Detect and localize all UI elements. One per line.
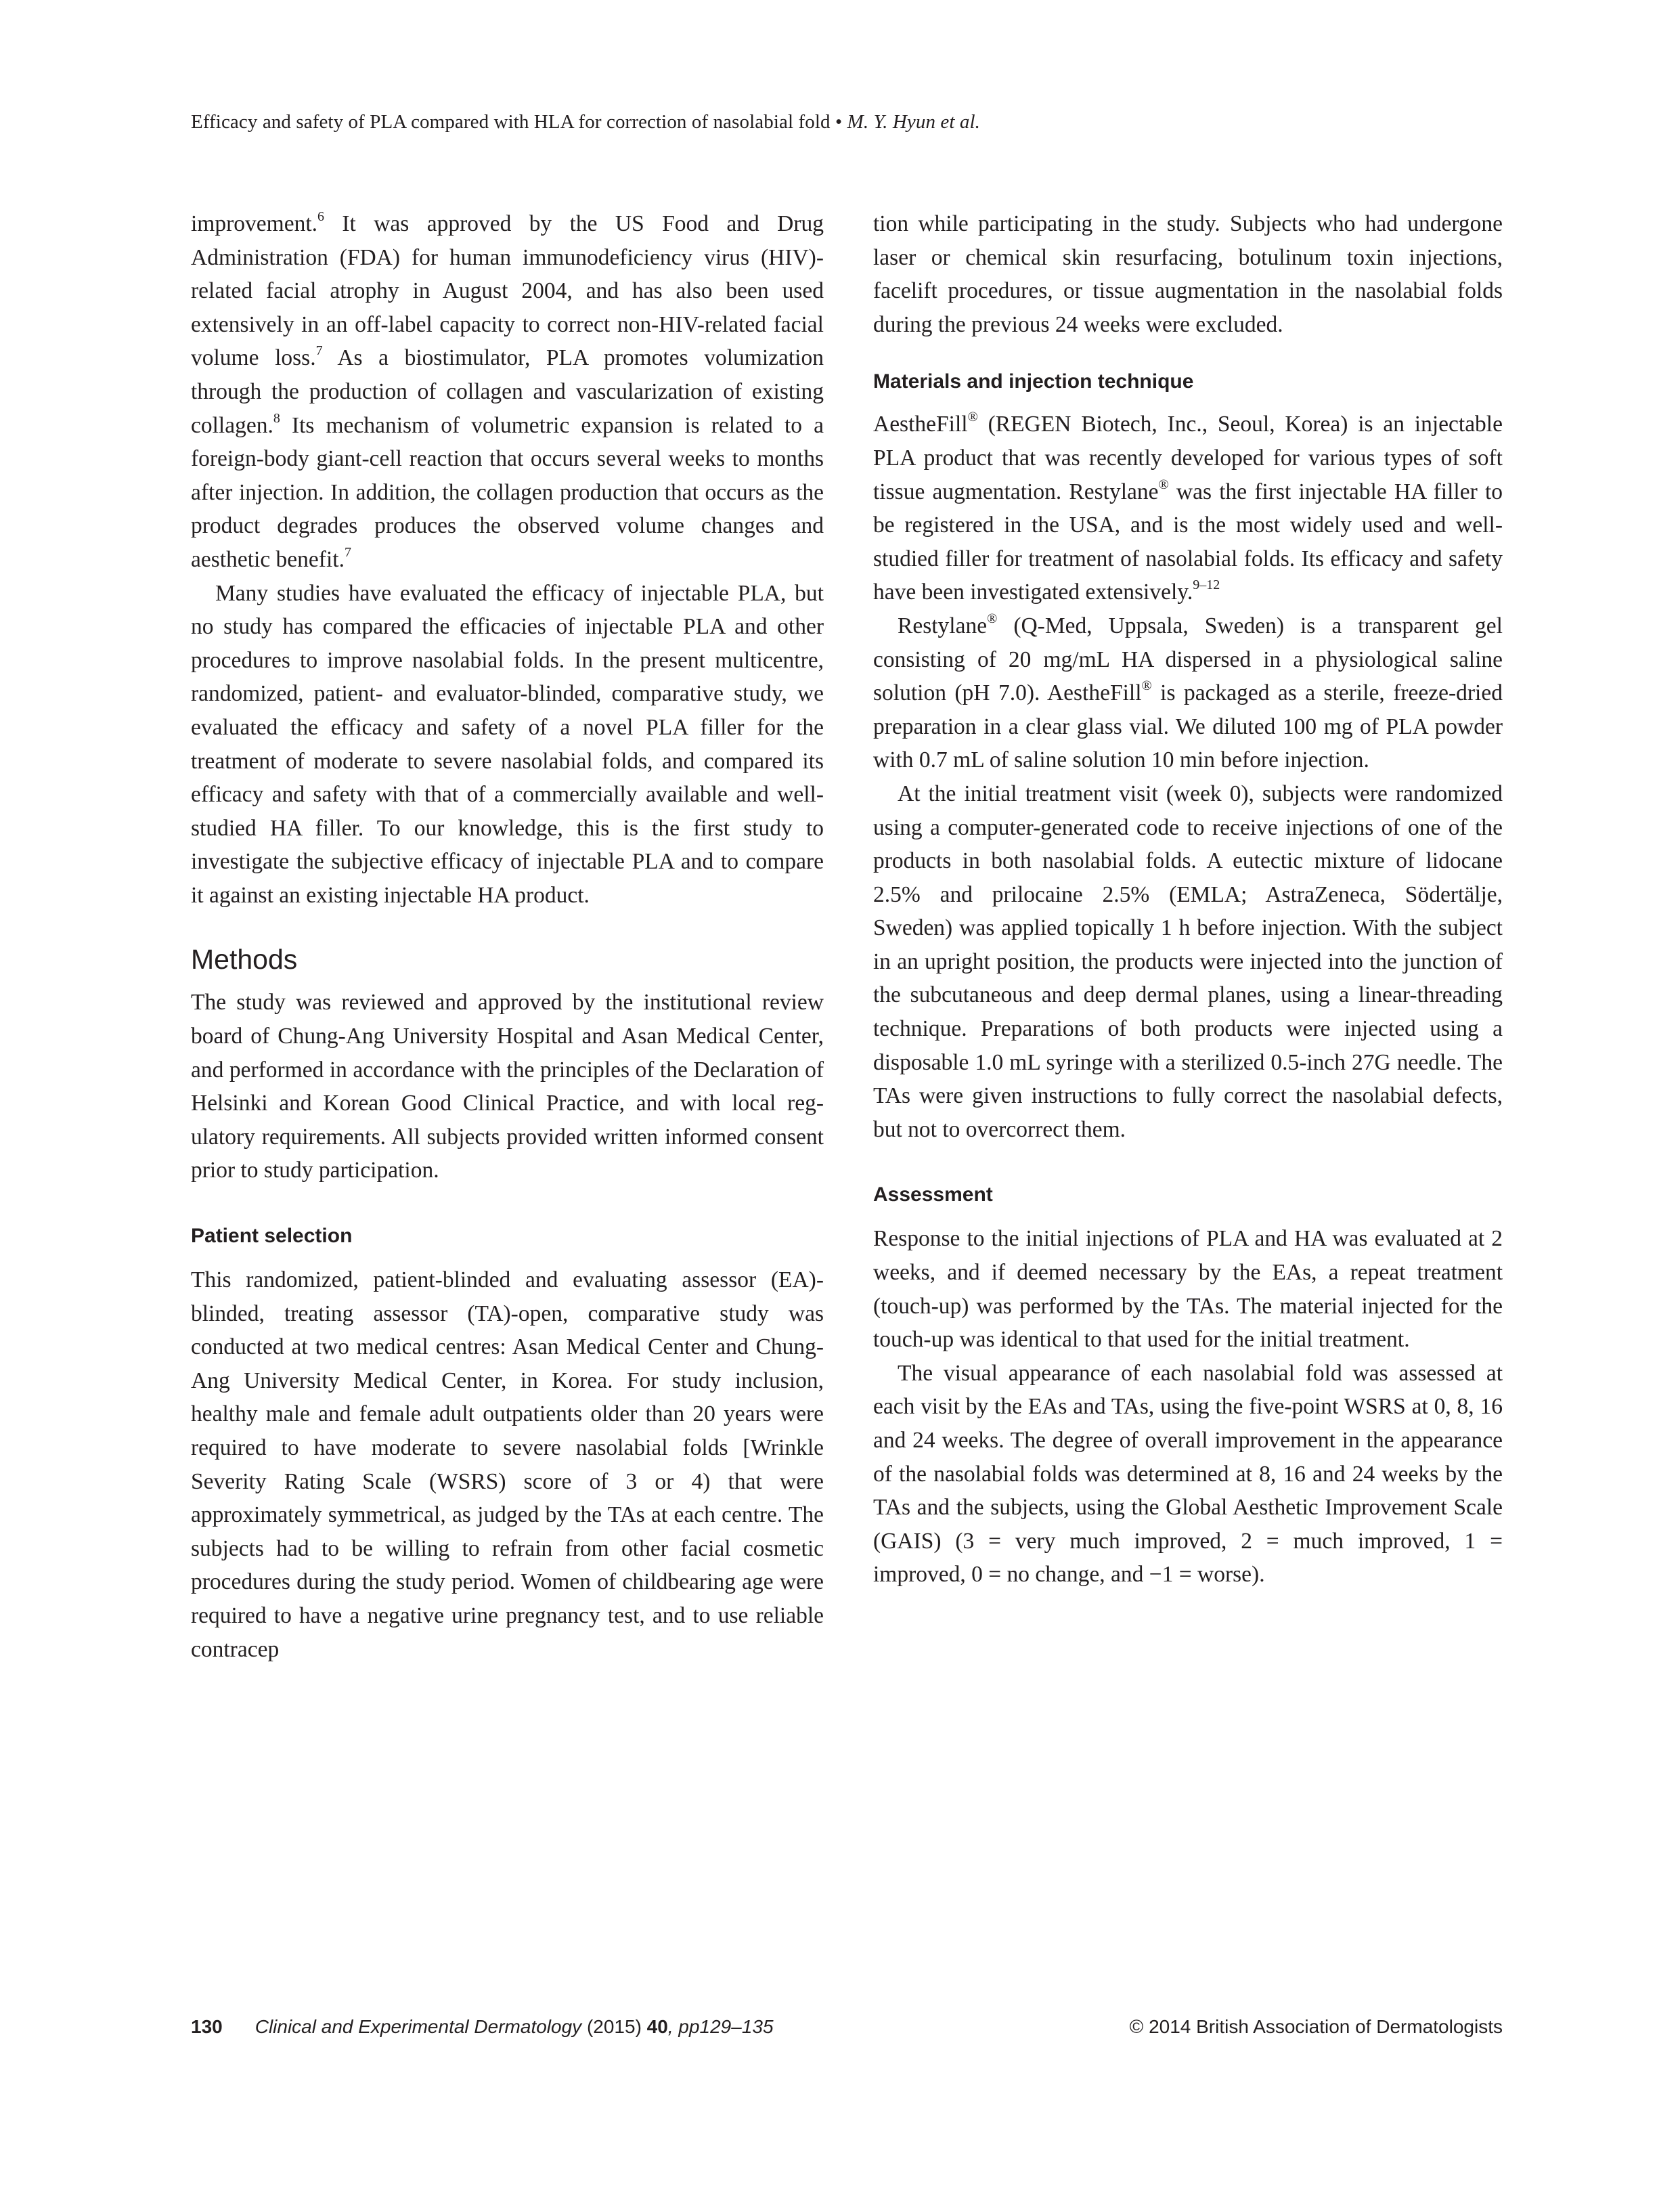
patient-selection-heading: Patient selection	[191, 1225, 353, 1248]
citation-8[interactable]: 8	[273, 410, 280, 426]
running-head-bullet: •	[835, 111, 843, 133]
citation-7[interactable]: 7	[315, 343, 323, 359]
citation-6[interactable]: 6	[317, 209, 324, 224]
running-head	[191, 111, 980, 133]
assessment-heading: Assessment	[873, 1183, 993, 1206]
page-number: 130	[191, 2016, 223, 2037]
materials-paragraph-1: AestheFill® (REGEN Biotech, Inc., Seoul, Korea) is an injectable PLA product that was recently developed for various types of soft tissue augmentation. Restylane® was the first injectable HA filler to be registered in the USA, and is the most widely used and well-studied filler for treatment of nasolabial folds. Its efficacy and safety have been investigated extensively.$^{9-12}$	[873, 410, 1503, 605]
patient-selection-paragraph-continued: tion while participating in the study. Subjects who had undergone laser or chemical skin resurfacing, botulinum toxin injections, facelift procedures, or tissue augmentation in the nasolabial folds during the previous 24 weeks were excluded.	[873, 211, 1503, 337]
journal-name: Clinical and Experimental Dermatology	[255, 2016, 582, 2037]
materials-heading: Materials and injection technique	[873, 370, 1194, 393]
assessment-paragraph-2: The visual appearance of each nasolabial fold was assessed at each visit by the EAs and TAs, using the five-point WSRS at 0, 8, 16 and 24 weeks. The degree of overall improvement in the appearance of the nasolabial folds was determined at 8, 16 and 24 weeks by the TAs and the subjects, using the Global Aesthetic Improvement Scale (GAIS) (3 = very much improved, 2 = much improved, 1 = improved, 0 = no change, and −1 = worse).	[873, 1360, 1503, 1588]
methods-paragraph: The study was reviewed and approved by the institutional review board of Chung-Ang University Hospital and Asan Medical Center, and performed in accordance with the principles of the Declaration of Helsinki and Korean Good Clinical Practice, and with local regulatory requirements. All subjects provided written informed consent prior to study participation.	[191, 990, 824, 1183]
left-column	[191, 207, 824, 1666]
volume: 40	[646, 2016, 668, 2037]
intro-paragraph-continued: improvement.$^6$ It was approved by the US Food and Drug Administration (FDA) for human immunodeficiency virus (HIV)-related facial atrophy in August 2004, and has also been used extensively in an off-label capacity to correct non-HIV-related facial volume loss.$^7$ As a biostimulator, PLA promotes volumization through the production of collagen and vascularization of existing collagen.$^8$ Its mechanism of volumetric expansion is related to a foreign-body giant-cell reaction that occurs several weeks to months after injection. In addition, the collagen production that occurs as the product degrades produces the observed volume changes and aesthetic benefit.$^7$	[191, 209, 824, 572]
citation-7b[interactable]: 7	[344, 544, 351, 560]
patient-selection-paragraph: This randomized, patient-blinded and evaluating assessor (EA)-blinded, treating assessor (TA)-open, comparative study was conducted at two medical centres: Asan Medical Center and Chung-Ang University Medical Center, in Korea. For study inclusion, healthy male and female adult outpatients older than 20 years were required to have moderate to severe nasolabial folds [Wrinkle Severity Rating Scale (WSRS) score of 3 or 4) that were approximately symmetrical, as judged by the TAs at each centre. The subjects had to be willing to refrain from other facial cosmetic procedures during the study period. Women of childbearing age were required to have a negative urine pregnancy test, and to use reliable contracep	[191, 1267, 824, 1662]
methods-heading: Methods	[191, 944, 298, 976]
copyright: © 2014 British Association of Dermatologists	[1129, 2016, 1503, 2037]
running-head-title: Efficacy and safety of PLA compared with HLA for correction of nasolabial fold	[191, 111, 831, 133]
footer-left: 130 Clinical and Experimental Dermatology (2015) 40, pp129–135	[191, 2016, 774, 2037]
assessment-paragraph-1: Response to the initial injections of PLA and HA was evaluated at 2 weeks, and if deemed necessary by the EAs, a repeat treatment (touch-up) was performed by the TAs. The material injected for the touch-up was identical to that used for the initial treatment.	[873, 1226, 1503, 1353]
materials-paragraph-3: At the initial treatment visit (week 0), subjects were randomized using a computer-generated code to receive injections of one of the products in both nasolabial folds. A eutectic mixture of lidocane 2.5% and prilocaine 2.5% (EMLA; AstraZeneca, Södertälje, Sweden) was applied topically 1 h before injection. With the subject in an upright position, the products were injected into the junction of the subcutaneous and deep dermal planes, using a linear-threading technique. Preparations of both products were injected using a disposable 1.0 mL syringe with a sterilized 0.5-inch 27G needle. The TAs were given instructions to fully correct the nasolabial defects, but not to overcorrect them.	[873, 781, 1503, 1142]
pages: , pp129–135	[667, 2016, 774, 2037]
citation-9-12[interactable]: 9–12	[1193, 577, 1220, 593]
running-head-authors: M. Y. Hyun et al.	[847, 111, 980, 133]
right-column	[873, 207, 1503, 1592]
materials-paragraph-2: Restylane® (Q-Med, Uppsala, Sweden) is a transparent gel consisting of 20 mg/mL HA dispersed in a physiological saline solution (pH 7.0). AestheFill® is packaged as a sterile, freeze-dried preparation in a clear glass vial. We diluted 100 mg of PLA powder with 0.7 mL of saline solution 10 min before injection.	[873, 611, 1503, 773]
intro-paragraph-2: Many studies have evaluated the efficacy of injectable PLA, but no study has compared the efficacies of injectable PLA and other procedures to improve nasolabial folds. In the present multicentre, randomized, patient- and evaluator-blinded, comparative study, we evaluated the efficacy and safety of a novel PLA filler for the treatment of moderate to severe nasolabial folds, and compared its efficacy and safety with that of a commercially available and well-studied HA filler. To our knowledge, this is the first study to investigate the subjective efficacy of injectable PLA and to compare it against an existing injectable HA product.	[191, 580, 824, 908]
